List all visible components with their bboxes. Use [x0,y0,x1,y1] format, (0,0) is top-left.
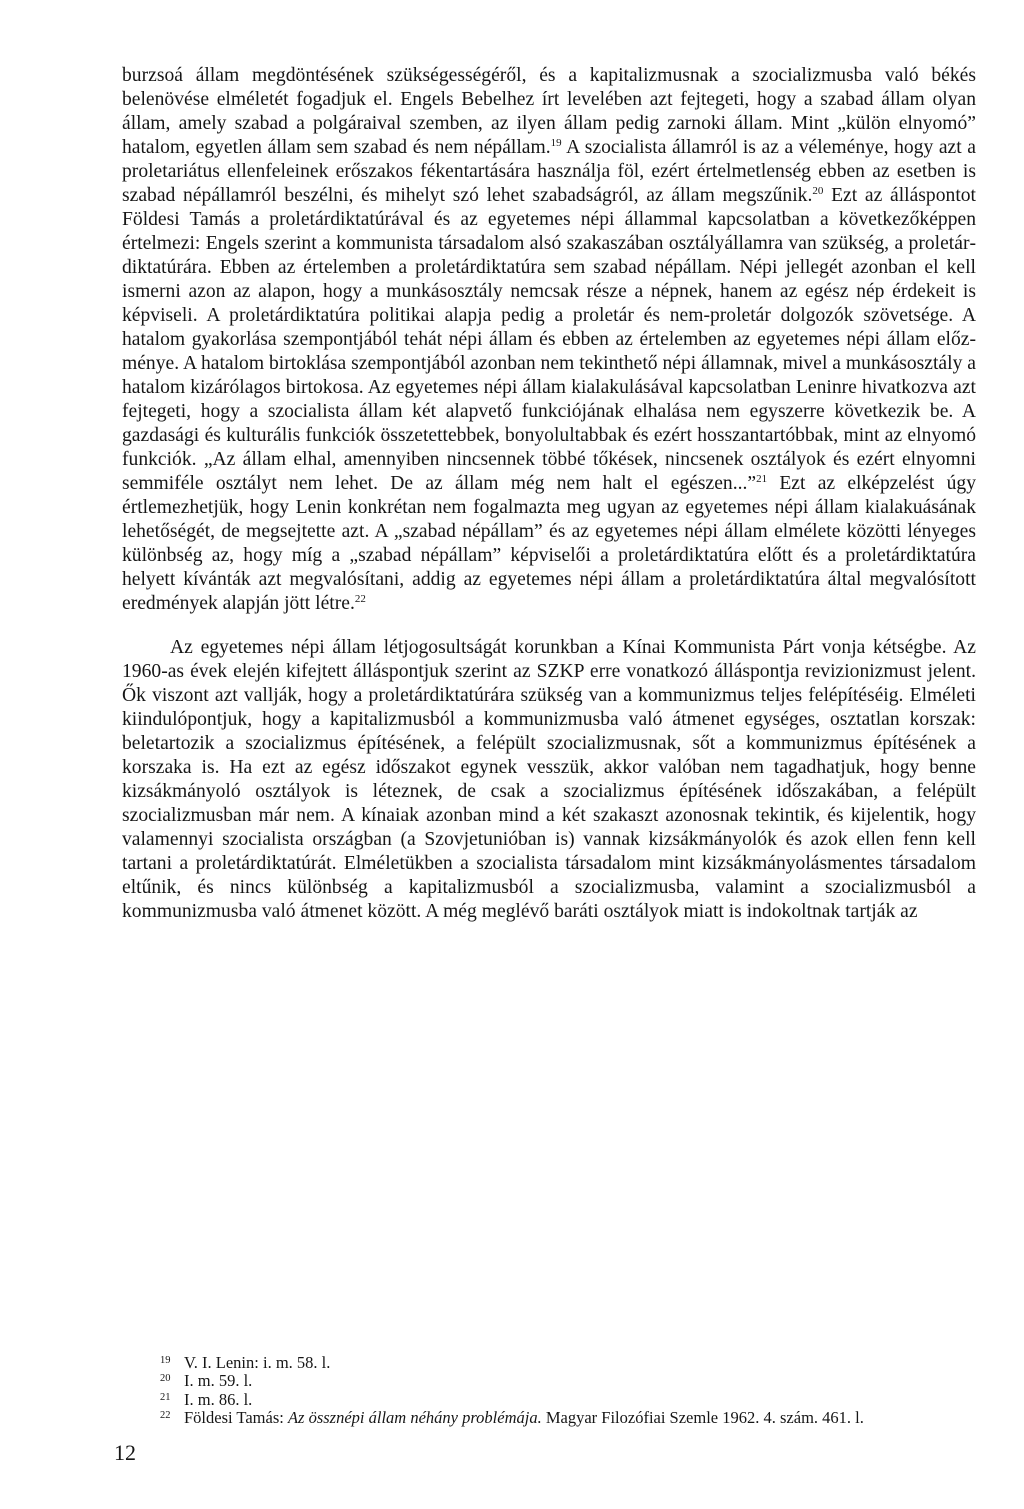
text-run: Ezt az elképzelést úgy értlemezhetjük, hogy Lenin konkrétan nem fogalmazta meg ugyan az egyetemes népi állam kialakuásának lehetőségét, de megsejtette azt. A „szabad népállam” és az egyetemes népi állam elmélete közötti lényeges különbség az, hogy míg a „szabad népállam” képviselői a proletárdiktatúra előtt és a proletárdiktatúra helyett kívánták azt megvalósítani, addig az egyetemes népi állam a proletárdiktatúra által megvalósított eredmények alapján jött létre. [122,473,976,614]
footnotes [160,1354,980,1428]
page-number: 12 [114,1440,136,1465]
footnote-text: I. m. 59. l. [184,1371,253,1391]
text-run: Ezt az álláspontot Földesi Tamás a proletárdiktatúrával és az egyetemes népi állammal kapcsolatban a következőképpen értelmezi: Engels szerint a kommunista társadalom alsó szakaszában osztályállamra van szükség, a proletárdiktatúrára. Ebben az értelemben a proletárdiktatúra sem szabad népállam. Népi jellegét azonban el kell ismerni azon az alapon, hogy a munkásosztály nemcsak része a népnek, hanem az egész nép érdekeit is képviseli. A proletárdiktatúra politikai alapja pedig a proletár és nem-proletár dolgozók szövetsége. A hatalom gyakorlása szempontjából tehát népi állam és ebben az értelemben az egyetemes népi állam előzménye. A hatalom birtoklása szempontjából azonban nem tekinthető népi államnak, mivel a munkásosztály a hatalom kizárólagos birtokosa. Az egyetemes népi állam kialakulásával kapcsolatban Leninre hivatkozva azt fejtegeti, hogy a szocialista állam két alapvető funkciójának elhalása nem egyszerre következik be. A gazdasági és kulturális funkciók összetettebbek, bonyolultabbak és ezért hosszantartóbbak, mint az elnyomó funkciók. „Az állam elhal, amennyiben nincsennek többé tőkések, nincsenek osztályok és ezért elnyomni semmiféle osztályt nem lehet. De az állam még nem halt el egészen...” [122,185,977,494]
text-run: Az egyetemes népi állam létjogosultságát korunkban a Kínai Kommunista Párt vonja kétségbe. Az 1960-as évek elején kifejtett álláspontjuk szerint az SZKP erre vonatkozó álláspontja revizionizmust jelent. Ők viszont azt vallják, hogy a proletárdiktatúrára szükség van a kommunizmus teljes felépítéséig. Elméleti kiindulópontjuk, hogy a kapitalizmusból a kommunizmusba való átmenet egységes, osztatlan korszak: beletartozik a szocializmus építésének, a felépült szocializmusnak, sőt a kommunizmus építésének a korszaka is. Ha ezt az egész időszakot egynek vesszük, akkor valóban nem tagadhatjuk, hogy benne kizsákmányoló osztályok is léteznek, de csak a szocializmus építésének időszakában, a felépült szocializmusban már nem. A kínaiak azonban mind a két szakaszt azonosnak tekintik, és kijelentik, hogy valamennyi szocialista országban (a Szovjetunióban is) vannak kizsákmányolók és azok ellen fenn kell tartani a proletárdiktatúrát. Elméletükben a szocialista társadalom mint kizsákmányolásmentes társadalom eltűnik, és nincs különbség a kapitalizmusból a szocializmusba, valamint a szocializmusból a kommunizmusba való átmenet között. A még meglévő baráti osztályok miatt is indokoltnak tartják az [122,637,976,922]
footnote-20: 20 I. m. 59. l. [160,1371,253,1391]
footnote-cited-title: Az össznépi állam néhány problémája. [287,1408,542,1428]
text-run: burzsoá állam megdöntésének szükségességéről, és a kapitalizmusnak a szocializmusba való békés belenövése elméletét fogadjuk el. Engels Bebelhez írt levelében azt fejtegeti, hogy a szabad állam olyan állam, amely szabad a polgáraival szemben, az ilyen állam pedig zarnoki állam. Mint „külön elnyomó” hatalom, egyetlen állam sem szabad és nem népállam. [122,65,976,158]
footnote-22: 22 Földesi Tamás: Az össznépi állam néhány problémája. Magyar Filozófiai Szemle 1962. 4. szám. 461. l. [160,1408,864,1428]
footnote-ref-19[interactable]: 19 [550,137,562,149]
footnote-author: Földesi Tamás: [184,1408,288,1428]
footnote-ref-22[interactable]: 22 [354,593,366,605]
footnote-19: 19 V. I. Lenin: i. m. 58. l. [160,1353,331,1372]
footnote-ref-20[interactable]: 20 [812,185,824,197]
footnote-21: 21 I. m. 86. l. [160,1389,253,1409]
body-text [122,64,976,924]
paragraph-2 [122,636,976,924]
footnote-ref-21[interactable]: 21 [756,473,768,485]
footnote-source: Magyar Filozófiai Szemle 1962. 4. szám. 461. l. [541,1408,864,1428]
text-run: A szocialista államról is az a véleménye, hogy azt a proletariátus ellenfeleinek erőszakos fékentartására használja föl, ezért értelmetlenség ebben az esetben is szabad népállamról beszélni, és mihelyt szó lehet szabadságról, az állam megszűnik. [122,137,976,206]
paragraph-1 [122,64,976,616]
footnote-text: I. m. 86. l. [184,1389,253,1409]
footnote-text: V. I. Lenin: i. m. 58. l. [184,1353,331,1372]
